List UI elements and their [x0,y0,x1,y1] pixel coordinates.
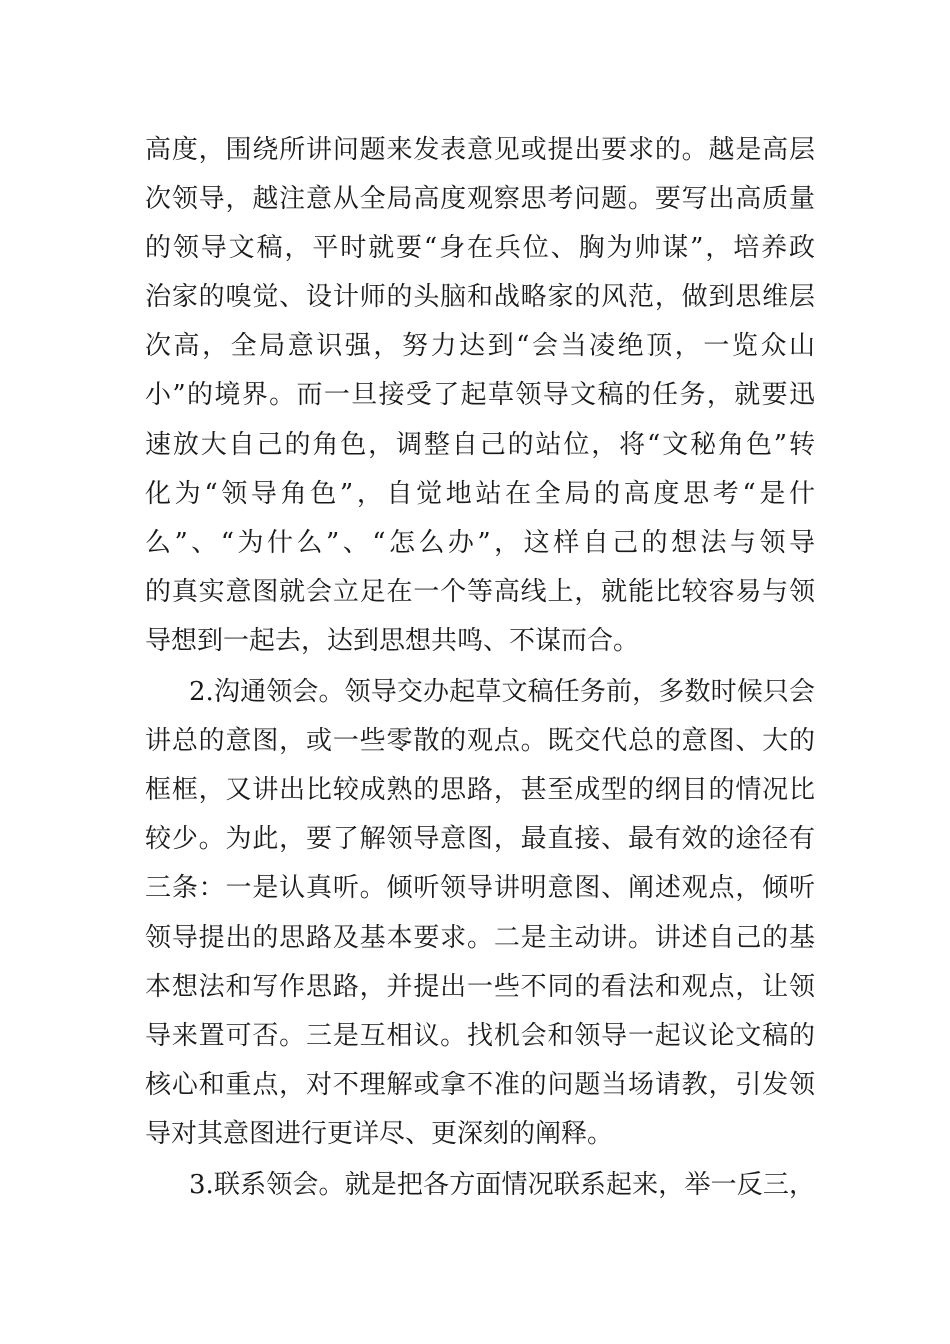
text-line: 框框，又讲出比较成熟的思路，甚至成型的纲目的情况比 [145,775,815,806]
text-line: 小”的境界。而一旦接受了起草领导文稿的任务，就要迅 [145,380,815,411]
text-line: 速放大自己的角色，调整自己的站位，将“文秘角色”转 [145,429,815,460]
text-line: 么”、“为什么”、“怎么办”，这样自己的想法与领导 [145,527,815,558]
text-line: 较少。为此，要了解领导意图，最直接、最有效的途径有 [145,824,815,855]
text-line: 高度，围绕所讲问题来发表意见或提出要求的。越是高层 [145,135,815,165]
text-line: 导来置可否。三是互相议。找机会和领导一起议论文稿的 [145,1020,815,1051]
text-line: 次高，全局意识强，努力达到“会当凌绝顶，一览众山 [145,331,815,362]
paragraph-heading-line: 3.联系领会。就是把各方面情况联系起来，举一反三， [189,1169,815,1200]
text-line: 的领导文稿，平时就要“身在兵位、胸为帅谋”，培养政 [145,233,815,264]
text-line: 领导提出的思路及基本要求。二是主动讲。讲述自己的基 [145,922,815,953]
text-line: 次领导，越注意从全局高度观察思考问题。要写出高质量 [145,184,815,215]
text-line: 导想到一起去，达到思想共鸣、不谋而合。 [145,625,640,656]
paragraph-heading-line: 2.沟通领会。领导交办起草文稿任务前，多数时候只会 [189,677,815,708]
text-line: 导对其意图进行更详尽、更深刻的阐释。 [145,1118,614,1149]
text-line: 化为“领导角色”，自觉地站在全局的高度思考“是什 [145,478,815,509]
body-text [145,126,815,1210]
text-line: 治家的嗅觉、设计师的头脑和战略家的风范，做到思维层 [145,282,815,313]
text-line: 三条：一是认真听。倾听领导讲明意图、阐述观点，倾听 [145,873,815,904]
text-line: 本想法和写作思路，并提出一些不同的看法和观点，让领 [145,971,815,1002]
text-line: 的真实意图就会立足在一个等高线上，就能比较容易与领 [145,576,815,607]
text-line: 讲总的意图，或一些零散的观点。既交代总的意图、大的 [145,726,815,757]
text-line: 核心和重点，对不理解或拿不准的问题当场请教，引发领 [145,1069,815,1100]
